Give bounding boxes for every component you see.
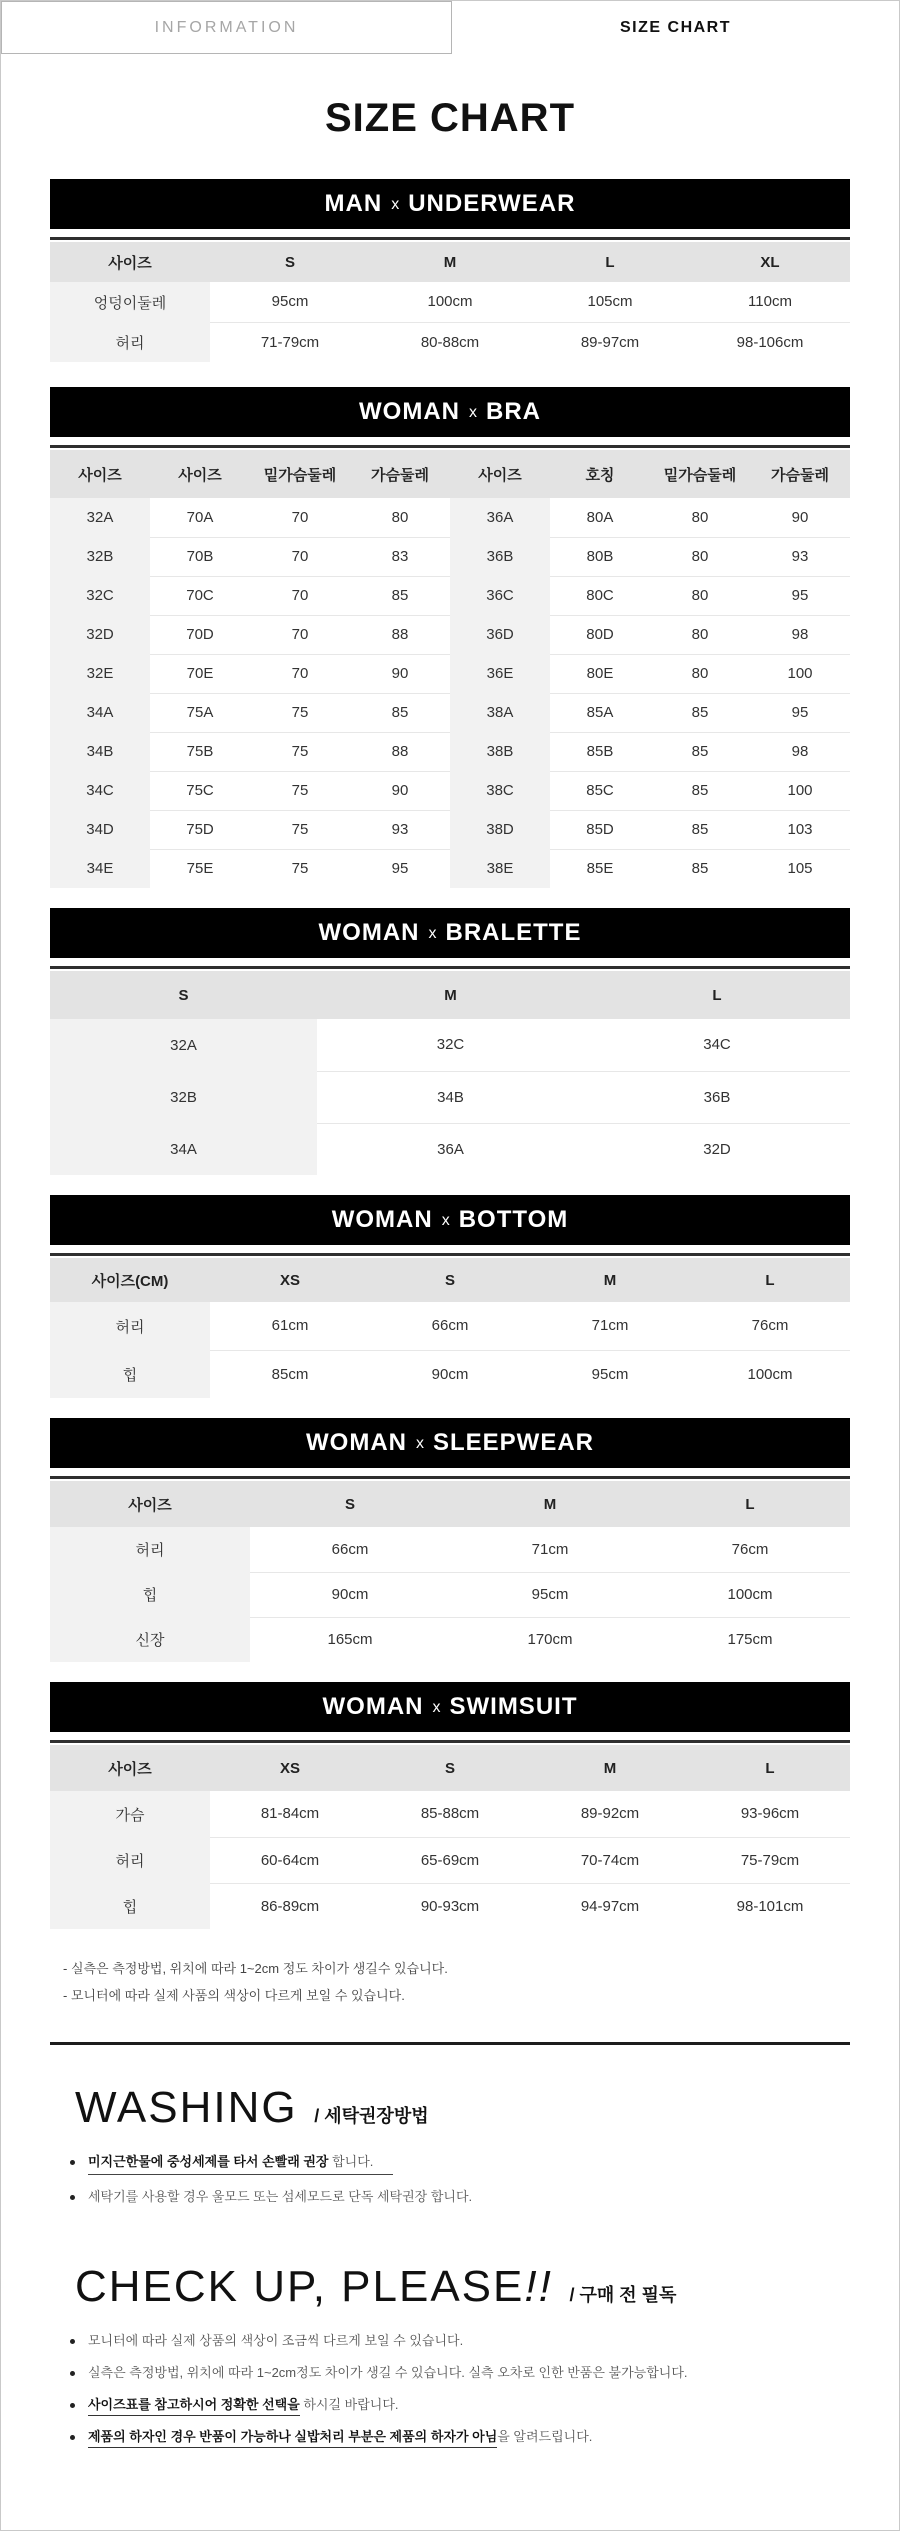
table-cell: 36C (450, 576, 550, 615)
bullet-strong-text: 미지근한물에 중성세제를 타서 손빨래 권장 (88, 2153, 329, 2169)
table-cell: 103 (750, 810, 850, 849)
table-cell: 98-101cm (690, 1883, 850, 1929)
banner-title-part: x (415, 1435, 424, 1452)
checkup-title-bang: !! (524, 2262, 553, 2312)
banner-woman-bra (50, 387, 850, 437)
table-top-rule (50, 1740, 850, 1743)
table-cell: 70 (250, 576, 350, 615)
table-cell: 83 (350, 537, 450, 576)
table-cell: 100 (750, 654, 850, 693)
table-cell: 61cm (210, 1302, 370, 1350)
table-cell: 175cm (650, 1617, 850, 1662)
section-divider (50, 2042, 850, 2045)
washing-title: WASHING (75, 2082, 298, 2132)
banner-title-part: SWIMSUIT (449, 1693, 578, 1720)
table-row (50, 1350, 850, 1398)
table-cell: 32D (50, 615, 150, 654)
table-cell: 85 (650, 693, 750, 732)
table-cell: 32C (50, 576, 150, 615)
table-cell: 85 (350, 576, 450, 615)
washing-bullets (70, 2153, 850, 2208)
table-cell: 힙 (50, 1350, 210, 1398)
bullet-rest-text: 실측은 측정방법, 위치에 따라 1~2cm정도 차이가 생길 수 있습니다. 실측 오차로 인한 반품은 불가능합니다. (88, 2365, 688, 2381)
size-table-woman-bra (50, 450, 850, 888)
table-cell: 80 (650, 498, 750, 537)
bullet-icon (70, 2435, 75, 2440)
table-cell: 80 (650, 615, 750, 654)
size-table-woman-sleepwear (50, 1481, 850, 1662)
table-cell: 95 (750, 576, 850, 615)
table-cell: 70 (250, 654, 350, 693)
header-row (50, 242, 850, 282)
table-cell: 80 (350, 498, 450, 537)
bullet-item (70, 2396, 850, 2415)
table-cell: 80 (650, 654, 750, 693)
washing-heading (75, 2083, 850, 2133)
table-cell: 34A (50, 693, 150, 732)
table-cell: 38E (450, 849, 550, 888)
table-cell: 36B (584, 1071, 850, 1123)
banner-title-part: x (391, 196, 400, 213)
table-cell: 70-74cm (530, 1837, 690, 1883)
banner-title-part: WOMAN (359, 398, 460, 425)
table-cell: 75C (150, 771, 250, 810)
column-header: L (690, 1745, 850, 1791)
column-header: 사이즈 (450, 450, 550, 498)
banner-title-part: x (441, 1212, 450, 1229)
column-header: L (584, 971, 850, 1019)
banner-title-part: WOMAN (306, 1429, 407, 1456)
table-cell: 34B (50, 732, 150, 771)
bullet-rest-text: 하시길 바랍니다. (299, 2396, 399, 2412)
banner-title-part: BRALETTE (445, 919, 582, 946)
table-cell: 32B (50, 1071, 317, 1123)
header-row (50, 1481, 850, 1527)
column-header: 사이즈 (50, 450, 150, 498)
bullet-icon (70, 2403, 75, 2408)
header-row (50, 971, 850, 1019)
table-cell: 71cm (450, 1527, 650, 1572)
table-cell: 80C (550, 576, 650, 615)
table-cell: 85A (550, 693, 650, 732)
table-cell: 75 (250, 732, 350, 771)
column-header: M (530, 1745, 690, 1791)
table-cell: 75D (150, 810, 250, 849)
bullet-text (88, 2332, 463, 2351)
size-table-woman-bottom (50, 1258, 850, 1398)
table-cell: 85 (650, 810, 750, 849)
table-row (50, 1617, 850, 1662)
table-row (50, 1019, 850, 1071)
table-cell: 85cm (210, 1350, 370, 1398)
table-cell: 38B (450, 732, 550, 771)
table-cell: 90-93cm (370, 1883, 530, 1929)
bullet-strong-text: 사이즈표를 참고하시어 정확한 선택을 (88, 2397, 300, 2416)
banner-title-part: MAN (324, 190, 383, 217)
header-row (50, 1745, 850, 1791)
table-cell: 70C (150, 576, 250, 615)
column-header: 호칭 (550, 450, 650, 498)
table-cell: 36B (450, 537, 550, 576)
table-cell: 81-84cm (210, 1791, 370, 1837)
table-cell: 93-96cm (690, 1791, 850, 1837)
table-cell: 89-97cm (530, 322, 690, 362)
bullet-item (70, 2153, 850, 2176)
table-row (50, 322, 850, 362)
table-row (50, 498, 850, 537)
table-cell: 34C (50, 771, 150, 810)
table-cell: 32D (584, 1123, 850, 1175)
banner-woman-bottom (50, 1195, 850, 1245)
table-cell: 66cm (250, 1527, 450, 1572)
table-cell: 71-79cm (210, 322, 370, 362)
section-man-underwear (50, 179, 850, 362)
column-header: XL (690, 242, 850, 282)
table-cell: 허리 (50, 1302, 210, 1350)
table-cell: 85C (550, 771, 650, 810)
tab-size-chart[interactable] (452, 1, 899, 54)
table-cell: 36A (450, 498, 550, 537)
table-row (50, 537, 850, 576)
table-cell: 100cm (370, 282, 530, 322)
table-cell: 95 (350, 849, 450, 888)
table-row (50, 1791, 850, 1837)
banner-title-part: UNDERWEAR (408, 190, 576, 217)
banner-man-underwear (50, 179, 850, 229)
table-row (50, 1071, 850, 1123)
bullet-icon (70, 2371, 75, 2376)
table-row (50, 1527, 850, 1572)
checkup-subtitle: / 구매 전 필독 (569, 2285, 677, 2306)
bullet-text (88, 2364, 688, 2383)
table-cell: 110cm (690, 282, 850, 322)
table-row (50, 615, 850, 654)
table-cell: 32A (50, 498, 150, 537)
bullet-text (88, 2428, 592, 2447)
size-table-woman-swimsuit (50, 1745, 850, 1929)
section-woman-swimsuit (50, 1682, 850, 1929)
bullet-item (70, 2332, 850, 2351)
column-header: XS (210, 1745, 370, 1791)
banner-title-part: WOMAN (318, 919, 420, 946)
column-header: 가슴둘레 (750, 450, 850, 498)
washing-section (75, 2083, 850, 2208)
bullet-icon (70, 2160, 75, 2165)
table-cell: 34E (50, 849, 150, 888)
table-cell: 65-69cm (370, 1837, 530, 1883)
table-cell: 75E (150, 849, 250, 888)
table-row (50, 693, 850, 732)
table-cell: 93 (750, 537, 850, 576)
table-cell: 36D (450, 615, 550, 654)
table-cell: 95cm (450, 1572, 650, 1617)
table-cell: 34D (50, 810, 150, 849)
section-woman-bottom (50, 1195, 850, 1398)
column-header: M (450, 1481, 650, 1527)
table-cell: 75-79cm (690, 1837, 850, 1883)
table-cell: 93 (350, 810, 450, 849)
table-cell: 75A (150, 693, 250, 732)
table-cell: 80B (550, 537, 650, 576)
column-header: XS (210, 1258, 370, 1302)
banner-title-part: SLEEPWEAR (432, 1429, 594, 1456)
table-cell: 75 (250, 849, 350, 888)
column-header: M (370, 242, 530, 282)
table-cell: 신장 (50, 1617, 250, 1662)
size-table-woman-bralette (50, 971, 850, 1175)
banner-title-part: x (428, 925, 437, 942)
table-cell: 90 (350, 654, 450, 693)
table-cell: 허리 (50, 1837, 210, 1883)
banner-title-part: BRA (485, 398, 541, 425)
table-cell: 100cm (650, 1572, 850, 1617)
table-cell: 105cm (530, 282, 690, 322)
table-cell: 80-88cm (370, 322, 530, 362)
table-cell: 엉덩이둘레 (50, 282, 210, 322)
banner-title-part: BOTTOM (458, 1206, 569, 1233)
table-cell: 힙 (50, 1883, 210, 1929)
table-cell: 70 (250, 537, 350, 576)
table-row (50, 732, 850, 771)
table-cell: 95cm (530, 1350, 690, 1398)
table-cell: 95cm (210, 282, 370, 322)
column-header: S (210, 242, 370, 282)
table-cell: 허리 (50, 1527, 250, 1572)
table-cell: 70 (250, 615, 350, 654)
table-cell: 32C (317, 1019, 584, 1071)
table-cell: 170cm (450, 1617, 650, 1662)
table-cell: 36A (317, 1123, 584, 1175)
table-cell: 34A (50, 1123, 317, 1175)
table-cell: 76cm (650, 1527, 850, 1572)
table-cell: 86-89cm (210, 1883, 370, 1929)
table-cell: 71cm (530, 1302, 690, 1350)
table-cell: 94-97cm (530, 1883, 690, 1929)
checkup-heading (75, 2262, 850, 2312)
table-cell: 70E (150, 654, 250, 693)
size-tables-area (50, 179, 850, 1929)
table-cell: 85B (550, 732, 650, 771)
table-cell: 89-92cm (530, 1791, 690, 1837)
column-header: 사이즈 (50, 1481, 250, 1527)
column-header: 사이즈 (50, 242, 210, 282)
table-cell: 38C (450, 771, 550, 810)
table-cell: 70A (150, 498, 250, 537)
table-cell: 100cm (690, 1350, 850, 1398)
checkup-title: CHECK UP, PLEASE (75, 2262, 525, 2312)
banner-woman-swimsuit (50, 1682, 850, 1732)
banner-title-part: x (468, 404, 477, 421)
column-header: 사이즈 (150, 450, 250, 498)
table-cell: 80 (650, 537, 750, 576)
table-cell: 가슴 (50, 1791, 210, 1837)
note-line: - 모니터에 따라 실제 사품의 색상이 다르게 보일 수 있습니다. (63, 1988, 405, 2004)
table-cell: 80D (550, 615, 650, 654)
table-cell: 32E (50, 654, 150, 693)
notes-block (63, 1955, 850, 2010)
column-header: S (250, 1481, 450, 1527)
column-header: L (650, 1481, 850, 1527)
table-cell: 85E (550, 849, 650, 888)
table-cell: 75 (250, 810, 350, 849)
page-title: SIZE CHART (325, 96, 575, 140)
table-cell: 34C (584, 1019, 850, 1071)
table-row (50, 1883, 850, 1929)
section-woman-bra (50, 387, 850, 888)
bullet-text (88, 2188, 472, 2207)
column-header: L (690, 1258, 850, 1302)
table-cell: 힙 (50, 1572, 250, 1617)
bullet-icon (70, 2195, 75, 2200)
column-header: S (50, 971, 317, 1019)
column-header: L (530, 242, 690, 282)
header-row (50, 1258, 850, 1302)
table-cell: 66cm (370, 1302, 530, 1350)
table-cell: 32B (50, 537, 150, 576)
bullet-rest-text: 을 알려드립니다. (497, 2428, 593, 2444)
bullet-item (70, 2364, 850, 2383)
table-cell: 88 (350, 732, 450, 771)
checkup-section (75, 2262, 850, 2446)
table-top-rule (50, 966, 850, 969)
column-header: M (530, 1258, 690, 1302)
size-table-man-underwear (50, 242, 850, 362)
bullet-item (70, 2188, 850, 2207)
table-cell: 85 (650, 849, 750, 888)
table-cell: 38D (450, 810, 550, 849)
banner-title-part: WOMAN (331, 1206, 433, 1233)
column-header: 사이즈(CM) (50, 1258, 210, 1302)
table-cell: 60-64cm (210, 1837, 370, 1883)
table-cell: 105 (750, 849, 850, 888)
checkup-bullets (70, 2332, 850, 2446)
header-row (50, 450, 850, 498)
table-cell: 85 (650, 771, 750, 810)
tab-information[interactable] (1, 1, 452, 54)
tab-information-label: INFORMATION (154, 18, 299, 36)
table-cell: 70 (250, 498, 350, 537)
table-row (50, 849, 850, 888)
bullet-text (88, 2396, 399, 2415)
banner-woman-sleepwear (50, 1418, 850, 1468)
table-cell: 98 (750, 615, 850, 654)
table-top-rule (50, 1253, 850, 1256)
table-cell: 85 (350, 693, 450, 732)
note-line: - 실측은 측정방법, 위치에 따라 1~2cm 정도 차이가 생길수 있습니다. (63, 1961, 448, 1976)
table-cell: 32A (50, 1019, 317, 1071)
banner-title-part: WOMAN (322, 1693, 424, 1720)
table-top-rule (50, 445, 850, 448)
tab-size-chart-label: SIZE CHART (620, 18, 731, 36)
table-top-rule (50, 1476, 850, 1479)
table-row (50, 1123, 850, 1175)
table-cell: 95 (750, 693, 850, 732)
table-cell: 75 (250, 771, 350, 810)
table-cell: 165cm (250, 1617, 450, 1662)
table-cell: 80E (550, 654, 650, 693)
column-header: 밑가슴둘레 (250, 450, 350, 498)
table-cell: 80A (550, 498, 650, 537)
table-cell: 75 (250, 693, 350, 732)
column-header: 밑가슴둘레 (650, 450, 750, 498)
table-cell: 76cm (690, 1302, 850, 1350)
table-row (50, 1837, 850, 1883)
table-cell: 75B (150, 732, 250, 771)
table-cell: 70D (150, 615, 250, 654)
table-cell: 허리 (50, 322, 210, 362)
table-cell: 90 (750, 498, 850, 537)
table-cell: 90cm (250, 1572, 450, 1617)
banner-woman-bralette (50, 908, 850, 958)
column-header: S (370, 1745, 530, 1791)
table-cell: 85-88cm (370, 1791, 530, 1837)
bullet-text (88, 2153, 393, 2176)
table-row (50, 576, 850, 615)
table-cell: 85 (650, 732, 750, 771)
table-row (50, 771, 850, 810)
table-row (50, 282, 850, 322)
section-woman-bralette (50, 908, 850, 1175)
column-header: 가슴둘레 (350, 450, 450, 498)
table-cell: 98-106cm (690, 322, 850, 362)
table-cell: 88 (350, 615, 450, 654)
bullet-strong-text: 제품의 하자인 경우 반품이 가능하나 실밥처리 부분은 제품의 하자가 아님 (88, 2429, 497, 2448)
column-header: M (317, 971, 584, 1019)
table-cell: 38A (450, 693, 550, 732)
table-row (50, 1302, 850, 1350)
table-row (50, 810, 850, 849)
table-cell: 34B (317, 1071, 584, 1123)
banner-title-part: x (432, 1699, 441, 1716)
table-cell: 70B (150, 537, 250, 576)
table-cell: 80 (650, 576, 750, 615)
table-cell: 100 (750, 771, 850, 810)
content-column (50, 179, 850, 2447)
tab-bar (1, 1, 899, 54)
column-header: S (370, 1258, 530, 1302)
bullet-rest-text: 세탁기를 사용할 경우 울모드 또는 섬세모드로 단독 세탁권장 합니다. (88, 2189, 473, 2205)
table-cell: 90cm (370, 1350, 530, 1398)
table-row (50, 654, 850, 693)
bullet-rest-text: 모니터에 따라 실제 상품의 색상이 조금씩 다르게 보일 수 있습니다. (88, 2333, 464, 2349)
section-woman-sleepwear (50, 1418, 850, 1662)
column-header: 사이즈 (50, 1745, 210, 1791)
table-cell: 90 (350, 771, 450, 810)
washing-subtitle: / 세탁권장방법 (314, 2105, 429, 2126)
table-top-rule (50, 237, 850, 240)
table-cell: 36E (450, 654, 550, 693)
table-row (50, 1572, 850, 1617)
bullet-item (70, 2428, 850, 2447)
table-cell: 98 (750, 732, 850, 771)
bullet-icon (70, 2339, 75, 2344)
table-cell: 85D (550, 810, 650, 849)
bullet-rest-text: 합니다. (328, 2153, 374, 2169)
